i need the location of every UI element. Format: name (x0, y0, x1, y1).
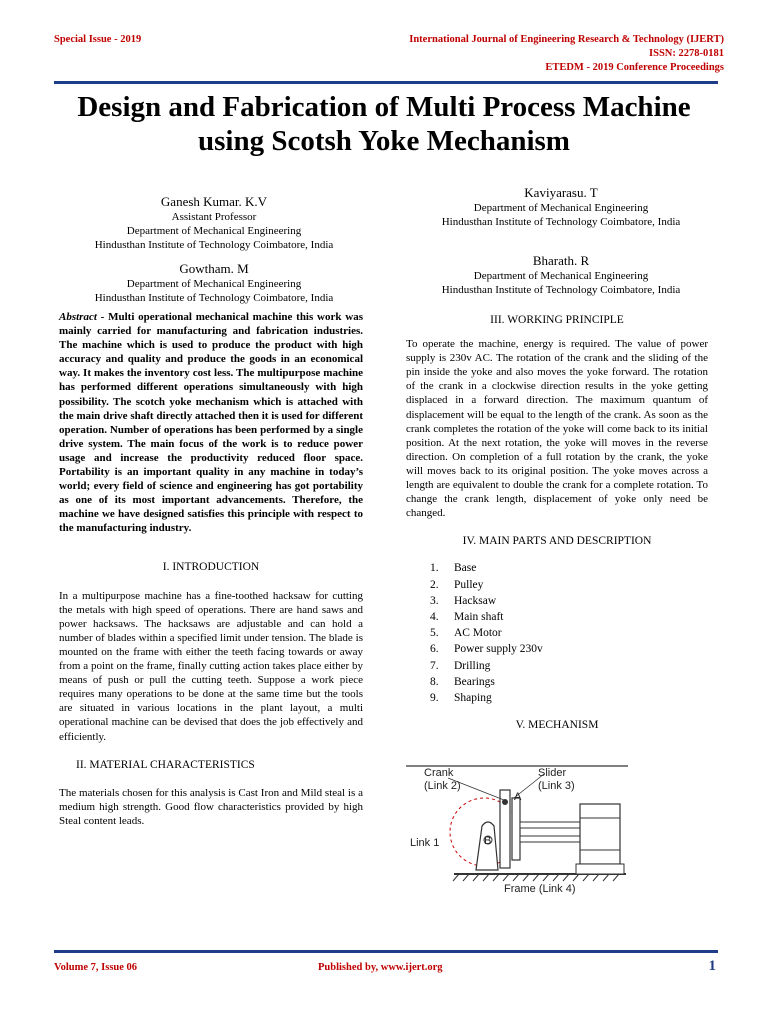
author-name: Bharath. R (532, 253, 590, 268)
list-item: 3. Hacksaw (430, 594, 497, 607)
journal-header (409, 33, 724, 75)
abstract-text: - Multi operational mechanical machine this work was mainly carried for manufacturing and fabrication industries. The machine which is used to produce the product with high accuracy and quality and produce the goods in an economical way. It makes the inventory cost less. The multipurpose machine has performed different operations simultaneously with high possibility. The scotch yoke mechanism which is attached with the main drive shaft directly attached then it is used for different operation. Number of operations has been performed by a single drive system. The main focus of the work is to reduce power usage and increase the productivity reduced floor space. Portability is an important quality in any machine in today’s world; every field of science and engineering has got portability as one of its most important advancements. Therefore, the machine we have designed satisfies this principle with respect to the manufacturing industry. (59, 311, 363, 535)
material-text: The materials chosen for this analysis is Cast Iron and Mild steal is a medium high strength. Good flow characteristics provided by high Steal content leads. (59, 786, 363, 827)
journal-name: International Journal of Engineering Research & Technology (IJERT) (409, 34, 724, 45)
label-slider: Slider (538, 767, 567, 779)
footer-publisher: Published by, www.ijert.org (318, 962, 443, 973)
list-item: 1. Base (430, 562, 477, 575)
author-name: Kaviyarasu. T (524, 185, 598, 200)
author-block (402, 252, 720, 297)
list-item: 5. AC Motor (430, 627, 502, 640)
author-block (402, 184, 720, 229)
left-column (59, 310, 363, 828)
section-heading-main-parts: IV. MAIN PARTS AND DESCRIPTION (462, 535, 652, 548)
paper-title (40, 90, 728, 158)
list-item: 9. Shaping (430, 692, 492, 705)
section-heading-material: II. MATERIAL CHARACTERISTICS (76, 758, 255, 771)
right-column (406, 313, 708, 732)
list-item: 8. Bearings (430, 675, 495, 688)
introduction-text: In a multipurpose machine has a fine-toothed hacksaw for cutting the metals with high speed of operations. There are hand saws and power hacksaws. The hacksaws are adjustable and can hold a number of blades within a specified limit under tension. The blade is mounted on the frame with either the teeth facing towards or away from a point on the frame, finally cutting action takes place either by means of push or pull the cutting teeth. Suppose a work piece requires many operations to be done at the same time but the tools are situated in various locations in the plant layout, a multi operational machine can be devised that does the job effectively and efficiently. (59, 589, 363, 743)
label-crank-link: (Link 2) (424, 780, 461, 792)
ground-hatching (453, 874, 619, 881)
journal-issn: ISSN: 2278-0181 (649, 48, 724, 59)
yoke (512, 798, 520, 860)
title-line-2: using Scotsh Yoke Mechanism (198, 125, 570, 157)
author-affiliation: Hindusthan Institute of Technology Coimbatore, India (441, 216, 681, 228)
list-item: 2. Pulley (430, 578, 484, 591)
abstract (59, 310, 363, 536)
slider-rod (520, 836, 580, 842)
main-parts-list (406, 560, 708, 706)
author-block (54, 193, 374, 252)
label-point-b: B (484, 835, 492, 847)
author-affiliation: Hindusthan Institute of Technology Coimbatore, India (94, 292, 334, 304)
author-affiliation: Department of Mechanical Engineering (126, 225, 302, 237)
label-slider-link: (Link 3) (538, 780, 575, 792)
author-affiliation: Department of Mechanical Engineering (473, 202, 649, 214)
footer-divider (54, 950, 718, 953)
section-heading-mechanism: V. MECHANISM (515, 719, 599, 732)
abstract-label: Abstract (59, 311, 97, 323)
label-crank: Crank (424, 767, 454, 779)
housing-base (576, 864, 624, 874)
label-point-a: A (514, 791, 522, 803)
working-principle-text: To operate the machine, energy is required. The value of power supply is 230v AC. The rotation of the crank and the sliding of the pin inside the yoke and also moves the yoke forward. The rotation of the crank in a clockwise direction results in the yoke getting displaced in a forward direction. The maximum quantum of displacement will be equal to the length of the crank. As soon as the crank completes the rotation of the yoke will come back to its initial position. At the next rotation, the yoke will moves in the reverse direction. On completion of a full rotation by the crank, the yoke will moves back to its original position. The yoke moves across a length are equivalent to double the crank for a complete rotation. To change the crank length, displacement of yoke only need be changed. (406, 338, 708, 520)
author-affiliation: Hindusthan Institute of Technology Coimbatore, India (94, 239, 334, 251)
author-affiliation: Hindusthan Institute of Technology Coimbatore, India (441, 284, 681, 296)
author-block (54, 260, 374, 305)
slider-rod (520, 822, 580, 828)
label-link-1: Link 1 (410, 837, 440, 849)
list-item: 7. Drilling (430, 659, 491, 672)
section-heading-introduction: I. INTRODUCTION (162, 560, 260, 573)
list-item: 6. Power supply 230v (430, 643, 543, 656)
conference-proceedings: ETEDM - 2019 Conference Proceedings (545, 62, 724, 73)
slider-housing (580, 804, 620, 864)
author-affiliation: Department of Mechanical Engineering (126, 278, 302, 290)
label-frame: Frame (Link 4) (504, 883, 576, 895)
author-name: Gowtham. M (179, 261, 249, 276)
section-heading-working-principle: III. WORKING PRINCIPLE (490, 314, 624, 326)
author-affiliation: Assistant Professor (171, 211, 257, 223)
journal-special-issue: Special Issue - 2019 (54, 34, 142, 45)
author-affiliation: Department of Mechanical Engineering (473, 270, 649, 282)
author-name: Ganesh Kumar. K.V (160, 194, 268, 209)
footer-volume: Volume 7, Issue 06 (54, 962, 138, 973)
header-divider (54, 81, 718, 84)
list-item: 4. Main shaft (430, 611, 504, 624)
scotch-yoke-figure (404, 760, 634, 900)
page-number: 1 (708, 958, 716, 974)
title-line-1: Design and Fabrication of Multi Process Machine (77, 91, 691, 123)
